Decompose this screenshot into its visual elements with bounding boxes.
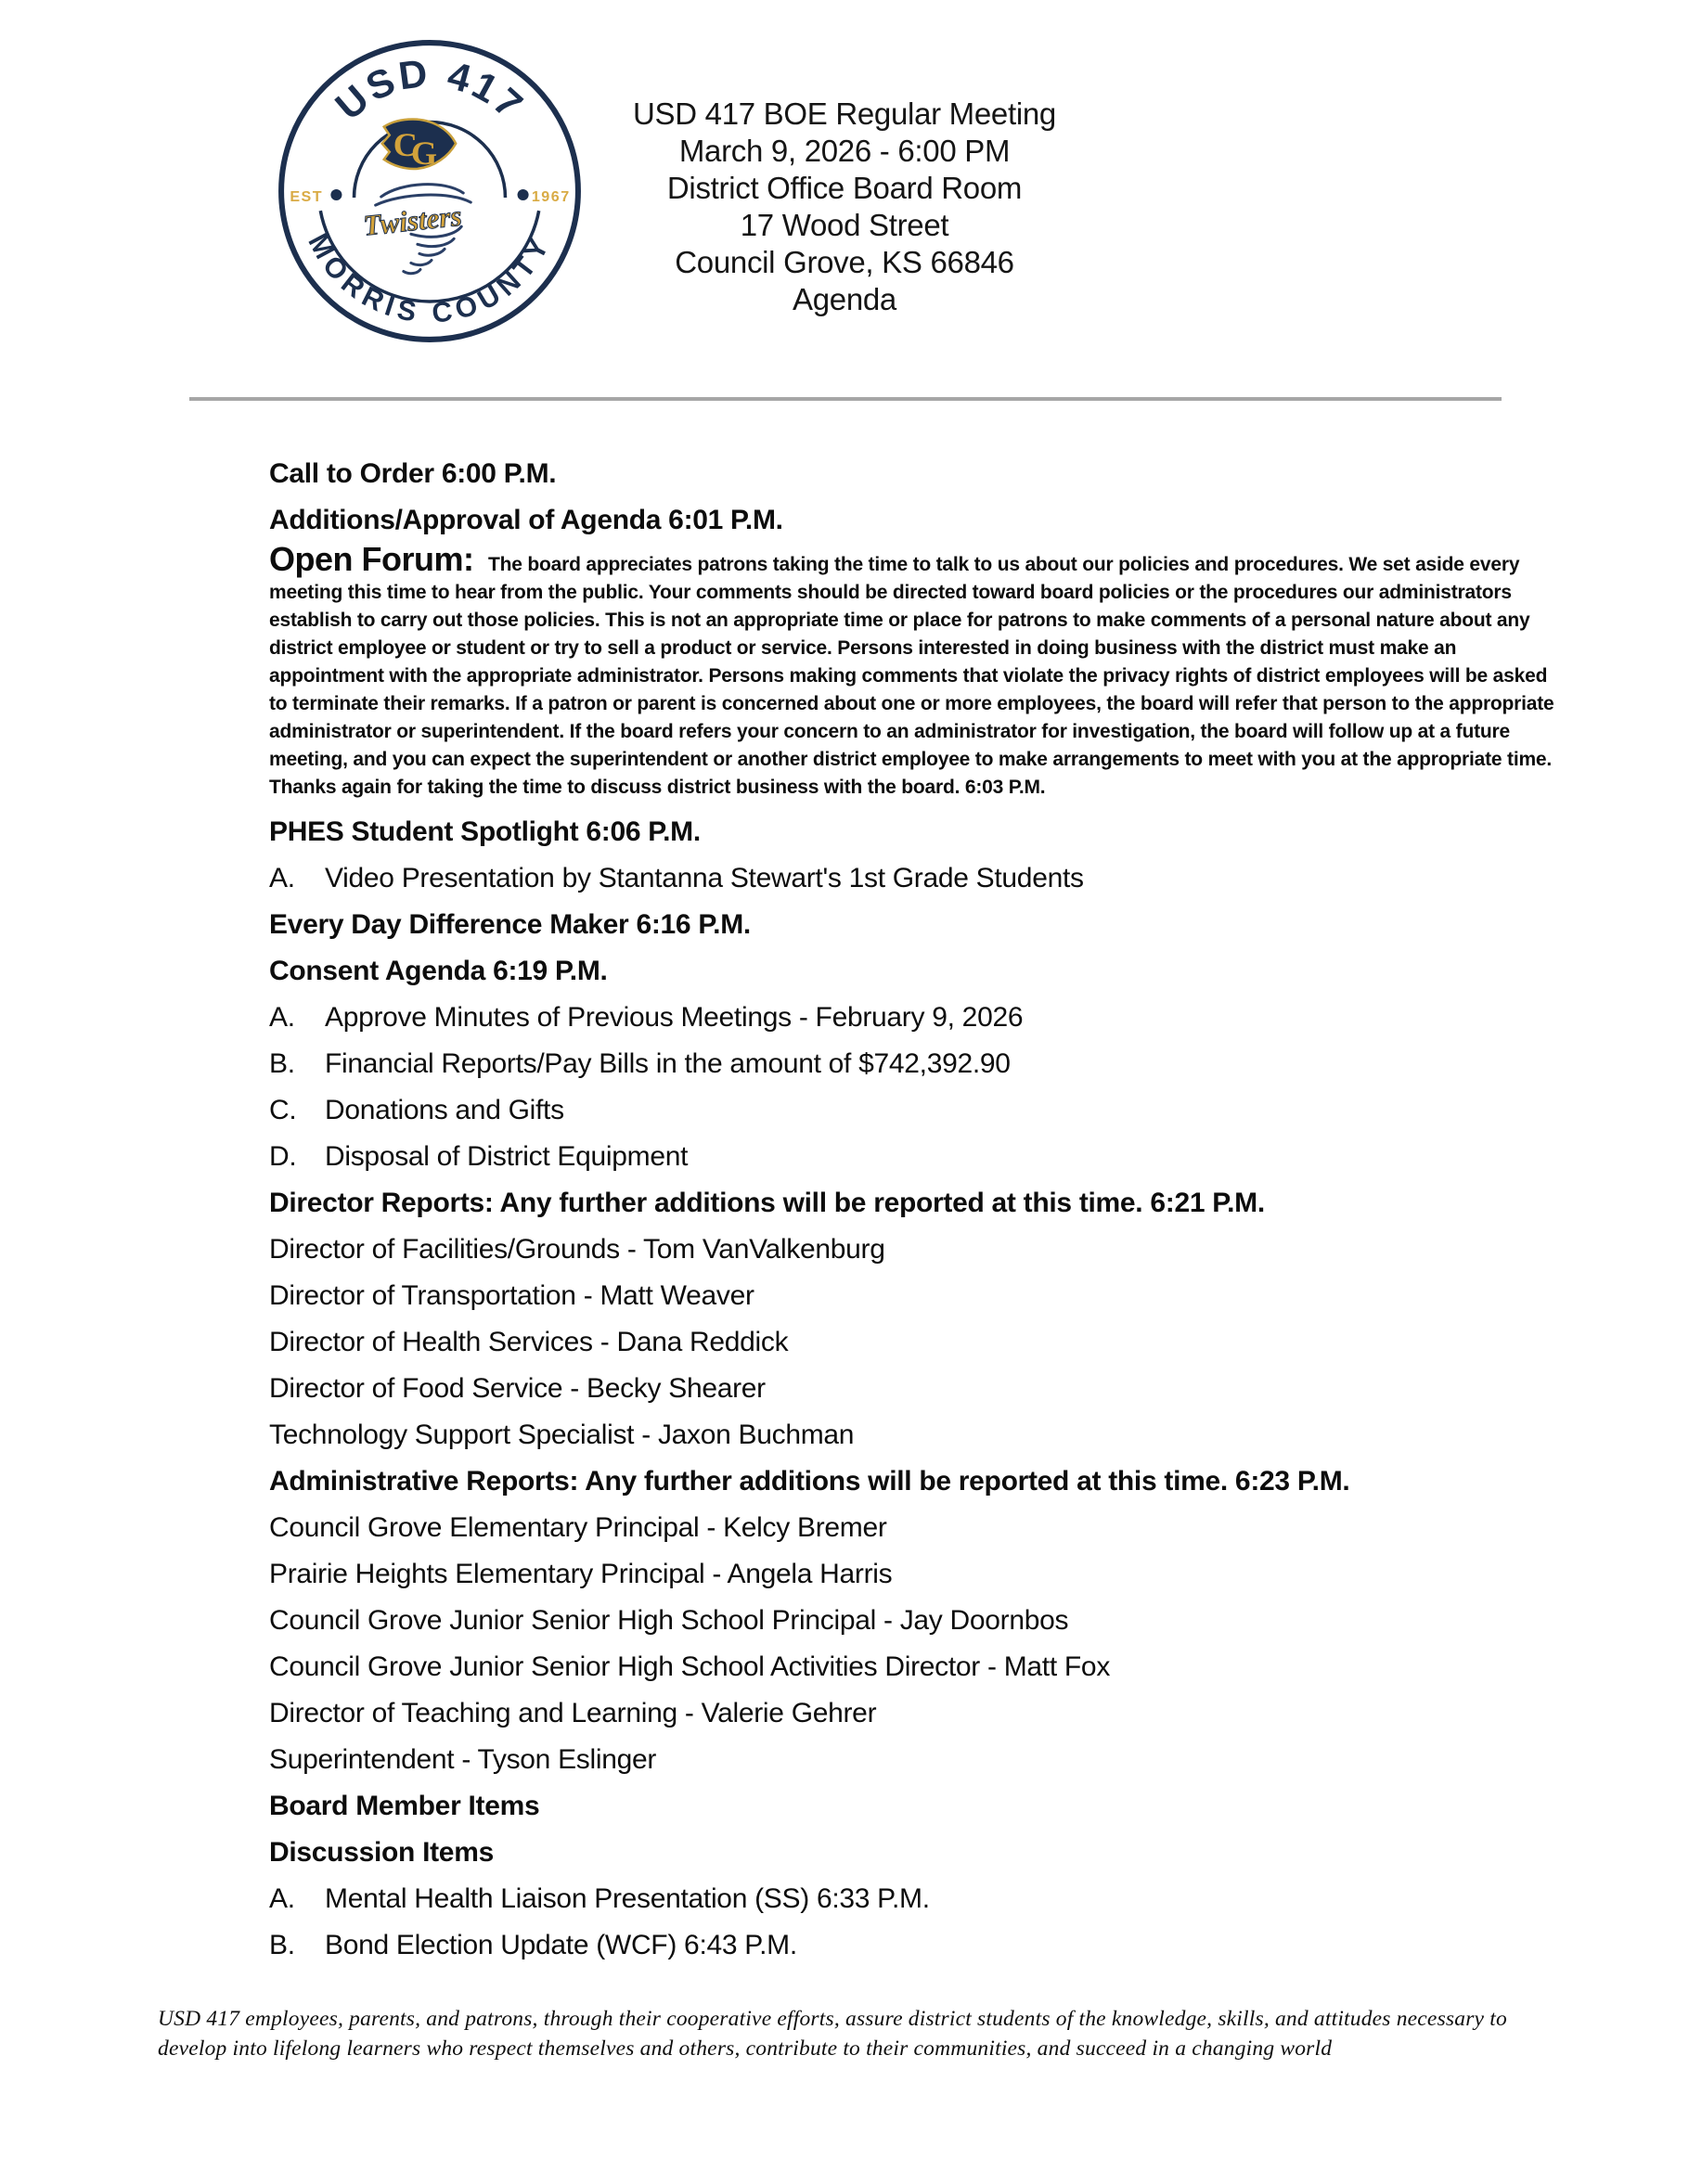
agenda-plain-item: Director of Health Services - Dana Reddick (269, 1327, 789, 1357)
agenda-heading: Discussion Items (269, 1837, 494, 1868)
header-line-doc-type: Agenda (793, 282, 896, 316)
agenda-letter-item (269, 1876, 1561, 1922)
header-divider (189, 397, 1502, 401)
logo-arc-top-text: USD 417 (327, 50, 534, 129)
twisters-wordmark: Twisters (361, 199, 464, 242)
agenda-plain-item: Director of Food Service - Becky Shearer (269, 1373, 766, 1404)
agenda-item-letter: C. (269, 1095, 297, 1125)
agenda-heading: Board Member Items (269, 1791, 540, 1821)
open-forum-text: The board appreciates patrons taking the time to talk to us about our policies and procedures. We set aside every meeting this time to hear from the public. Your comments should be directed toward board policies or the procedures our administrators establish to carry out those policies. This is not an appropriate time or place for patrons to make comments of a personal nature about any district employee or student or try to sell a product or service. Persons interested in doing business with the district must make an appointment with the appropriate administrator. Persons making comments that violate the privacy rights of district employees will be asked to terminate their remarks. If a patron or parent is concerned about one or more employees, the board will refer that person to the appropriate administrator or superintendent. If the board refers your concern to an administrator for investigation, the board will follow up at a future meeting, and you can expect the superintendent or another district employee to make arrangements to meet with you at the appropriate time. Thanks again for taking the time to discuss district business with the board. 6:03 P.M. (269, 554, 1554, 798)
logo-arc-bottom-text: MORRIS COUNTY (302, 228, 558, 329)
agenda-plain-item: Council Grove Elementary Principal - Kelcy Bremer (269, 1512, 887, 1543)
header-line-street: 17 Wood Street (740, 208, 949, 242)
agenda-list (269, 451, 1561, 1969)
est-label: EST (290, 188, 324, 206)
agenda-item-letter: A. (269, 863, 295, 893)
open-forum-lead: Open Forum: (269, 540, 483, 578)
agenda-heading: Director Reports: Any further additions will be reported at this time. 6:21 P.M. (269, 1188, 1265, 1218)
year-label: 1967 (531, 188, 571, 206)
agenda-letter-item (269, 1041, 1561, 1087)
agenda-heading: Administrative Reports: Any further additions will be reported at this time. 6:23 P.M. (269, 1466, 1350, 1497)
open-forum-paragraph (269, 540, 1561, 802)
agenda-letter-item (269, 1087, 1561, 1134)
cg-monogram-c: C (393, 125, 418, 163)
agenda-plain-item: Prairie Heights Elementary Principal - Angela Harris (269, 1559, 893, 1589)
agenda-letter-item (269, 1922, 1561, 1969)
agenda-item-text: Video Presentation by Stantanna Stewart's 1st Grade Students (325, 863, 1084, 893)
agenda-item-letter: A. (269, 1883, 295, 1914)
agenda-item-text: Financial Reports/Pay Bills in the amount of $742,392.90 (325, 1048, 1011, 1079)
agenda-plain-item: Director of Transportation - Matt Weaver (269, 1280, 754, 1311)
agenda-heading: Consent Agenda 6:19 P.M. (269, 956, 608, 986)
agenda-letter-item (269, 855, 1561, 902)
header-line-title: USD 417 BOE Regular Meeting (633, 96, 1056, 131)
agenda-item-text: Bond Election Update (WCF) 6:43 P.M. (325, 1930, 797, 1960)
agenda-plain-item: Council Grove Junior Senior High School Activities Director - Matt Fox (269, 1651, 1111, 1682)
agenda-heading: PHES Student Spotlight 6:06 P.M. (269, 816, 701, 847)
header-line-location: District Office Board Room (666, 171, 1023, 205)
meeting-header (0, 96, 1689, 318)
header-line-city: Council Grove, KS 66846 (675, 245, 1014, 279)
agenda-plain-item: Director of Facilities/Grounds - Tom VanValkenburg (269, 1234, 885, 1265)
agenda-item-text: Mental Health Liaison Presentation (SS) 6:33 P.M. (325, 1883, 930, 1914)
cg-monogram-g: G (410, 134, 438, 172)
agenda-item-text: Disposal of District Equipment (325, 1141, 689, 1172)
header-line-datetime: March 9, 2026 - 6:00 PM (678, 134, 1011, 168)
agenda-item-letter: D. (269, 1141, 297, 1172)
agenda-plain-item: Technology Support Specialist - Jaxon Buchman (269, 1420, 855, 1450)
agenda-item-letter: B. (269, 1930, 295, 1960)
agenda-letter-item (269, 995, 1561, 1041)
agenda-letter-item (269, 1134, 1561, 1180)
agenda-plain-item: Director of Teaching and Learning - Valerie Gehrer (269, 1698, 877, 1728)
footer-mission-statement: USD 417 employees, parents, and patrons, through their cooperative efforts, assure district students of the knowledge, skills, and attitudes necessary to develop into lifelong learners who respect themselves and others, contribute to their communities, and succeed in a changing world (158, 2007, 1507, 2061)
agenda-plain-item: Council Grove Junior Senior High School Principal - Jay Doornbos (269, 1605, 1069, 1636)
agenda-item-text: Donations and Gifts (325, 1095, 564, 1125)
agenda-item-text: Approve Minutes of Previous Meetings - February 9, 2026 (325, 1002, 1024, 1033)
agenda-item-letter: B. (269, 1048, 295, 1079)
agenda-heading: Additions/Approval of Agenda 6:01 P.M. (269, 505, 783, 535)
agenda-heading: Call to Order 6:00 P.M. (269, 458, 557, 489)
agenda-heading: Every Day Difference Maker 6:16 P.M. (269, 909, 751, 940)
agenda-plain-item: Superintendent - Tyson Eslinger (269, 1744, 657, 1775)
agenda-item-letter: A. (269, 1002, 295, 1033)
